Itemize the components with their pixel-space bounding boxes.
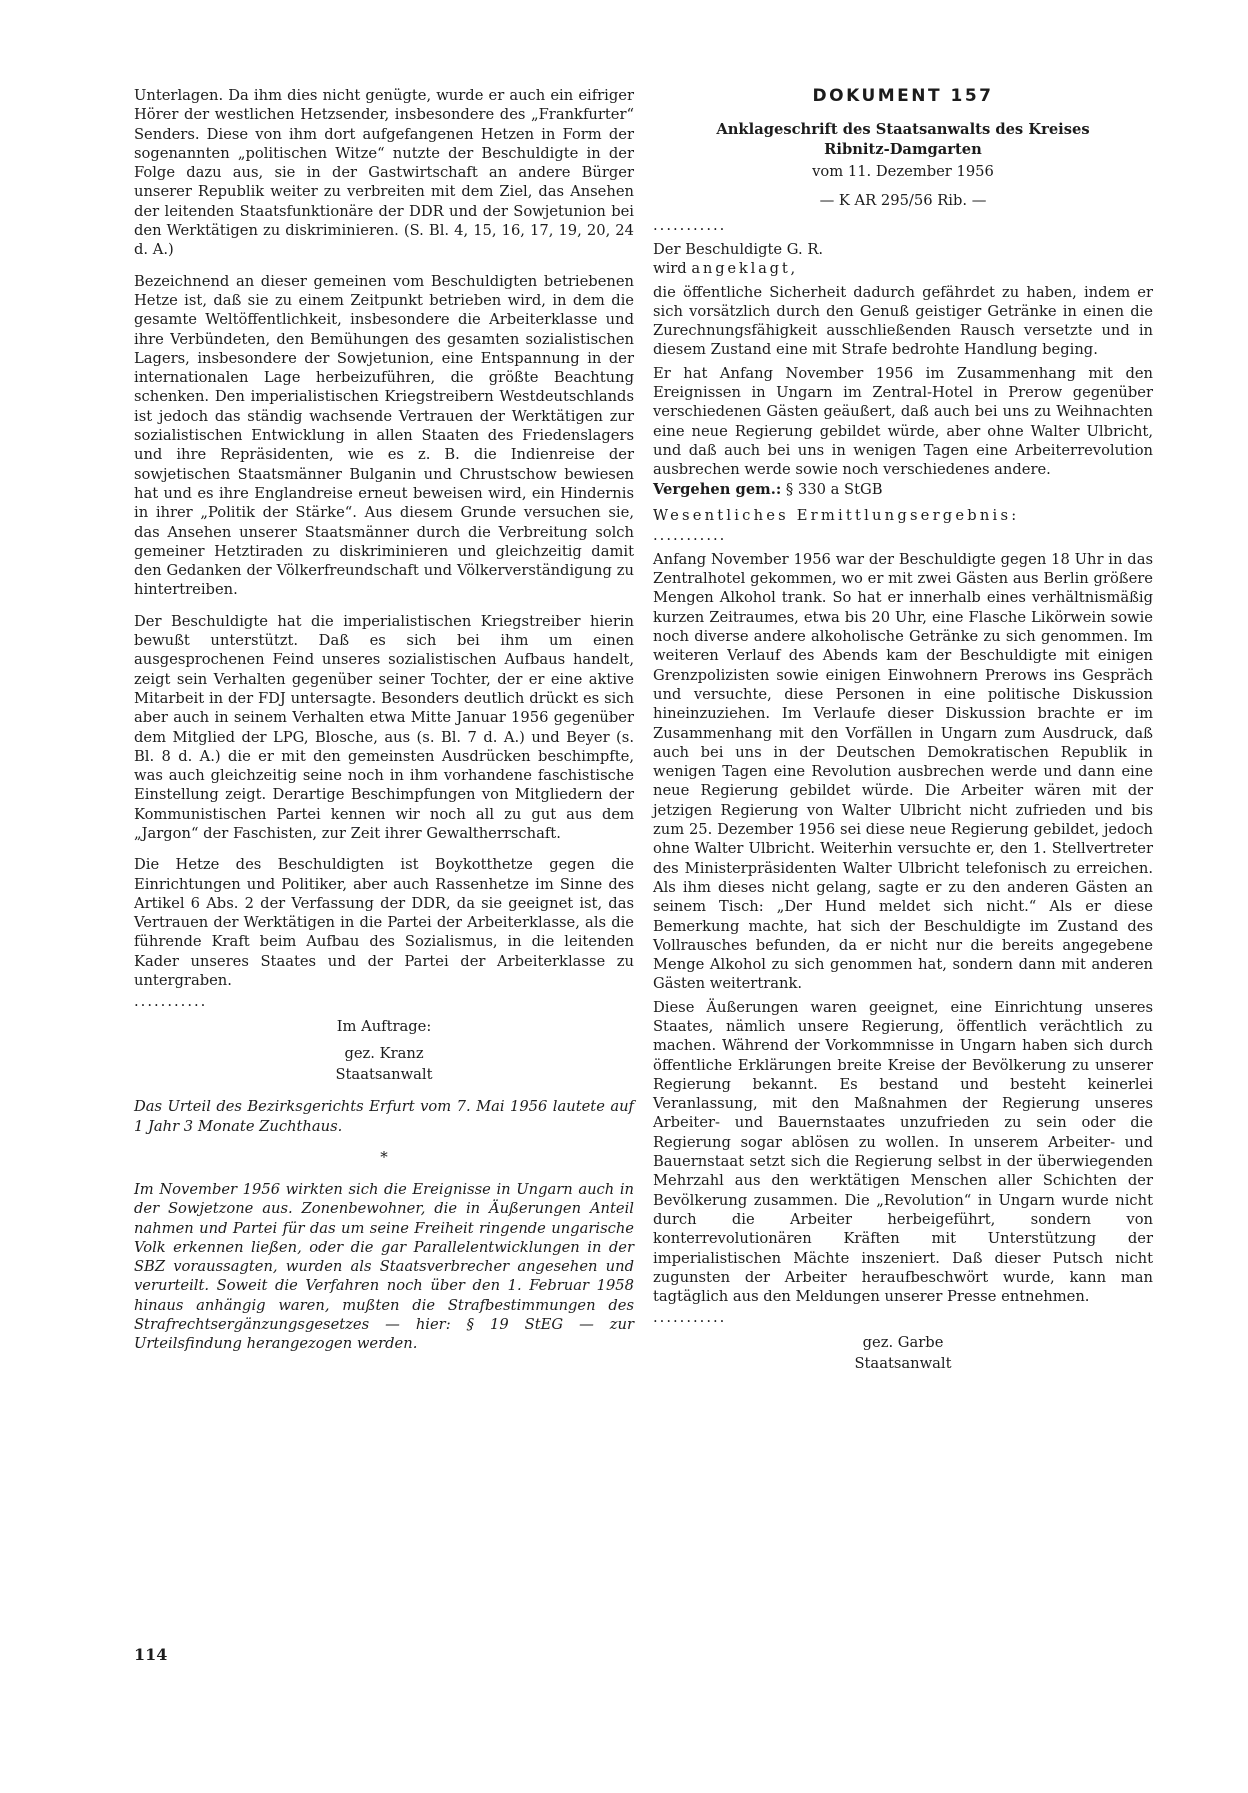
document-subtitle-line-2: Ribnitz-Damgarten bbox=[824, 141, 982, 158]
document-date: vom 11. Dezember 1956 bbox=[812, 163, 994, 180]
document-title: DOKUMENT 157 bbox=[812, 86, 994, 106]
right-paragraph-2: Er hat Anfang November 1956 im Zusammenhang mit den Ereignissen in Ungarn im Zentral-Hotel in Prerow gegenüber verschiedenen Gästen geäußert, daß auch bei uns zu Weihnachten eine neue Regierung gebildet würde, aber ohne Walter Ulbricht, und daß auch bei uns in wenigen Tagen eine Arbeiterrevolution ausbrechen werde sowie noch verschiedenes andere. bbox=[653, 364, 1153, 479]
left-paragraph-1: Unterlagen. Da ihm dies nicht genügte, wurde er auch ein eifriger Hörer der westlichen Hetzsender, insbesondere des „Frankfurter“ Senders. Diese von ihm dort aufgefangenen Hetzen in Form der sogenannten „politischen Witze“ nutzte der Beschuldigte in der Folge dazu aus, sie in der Gastwirtschaft an andere Bürger unserer Republik weiter zu verbreiten mit dem Ziel, das Ansehen der leitenden Staatsfunktionäre der DDR und der Sowjetunion bei den Werktätigen zu diskriminieren. (S. Bl. 4, 15, 16, 17, 19, 20, 24 d. A.) bbox=[134, 87, 634, 259]
document-reference: — K AR 295/56 Rib. — bbox=[819, 192, 987, 209]
right-paragraph-3: Anfang November 1956 war der Beschuldigte gegen 18 Uhr in das Zentralhotel gekommen, wo er mit zwei Gästen aus Berlin größere Mengen Alkohol trank. So hat er innerhalb eines verhältnismäßig kurzen Zeitraumes, etwa bis 20 Uhr, eine Flasche Likörwein sowie noch diverse andere alkoholische Getränke zu sich genommen. Im weiteren Verlauf des Abends kam der Beschuldigte mit einigen Grenzpolizisten sowie einigen Einwohnern Prerows ins Gespräch und versuchte, diese Personen in eine politische Diskussion hineinzuziehen. Im Verlaufe dieser Diskussion brachte er im Zusammenhang mit den Vorfällen in Ungarn zum Ausdruck, daß auch bei uns in der Deutschen Demokratischen Republik in wenigen Tagen eine Revolution ausbrechen werde und dann eine neue Regierung gebildet würde. Die Arbeiter wären mit der jetzigen Regierung von Walter Ulbricht nicht zufrieden und bis zum 25. Dezember 1956 sei diese neue Regierung gebildet, jedoch ohne Walter Ulbricht. Weiterhin versuchte er, den 1. Stellvertreter des Ministerpräsidenten Walter Ulbricht telefonisch zu erreichen. Als ihm dieses nicht gelang, sagte er zu den anderen Gästen an seinem Tisch: „Der Hund meldet sich nicht.“ Als er diese Bemerkung machte, hat sich der Beschuldigte im Zustand des Vollrausches befunden, da er nicht nur die bereits angegebene Menge Alkohol zu sich genommen hat, sondern dann mit anderen Gästen weitertrank. bbox=[653, 550, 1153, 993]
ellipsis-dots: ........... bbox=[134, 993, 208, 1011]
document-subtitle-line-1: Anklageschrift des Staatsanwalts des Kreises bbox=[716, 121, 1090, 138]
charged-suffix: , bbox=[790, 260, 796, 278]
charged-prefix: wird bbox=[653, 260, 692, 278]
left-paragraph-2: Bezeichnend an dieser gemeinen vom Beschuldigten betriebenen Hetze ist, daß sie zu einem Zeitpunkt betrieben wird, in dem die gesamte Weltöffentlichkeit, insbesondere die Arbeiterklasse und ihre Verbündeten, den Bemühungen des gesamten sozialistischen Lagers, insbesondere der Sowjetunion, eine Entspannung in der internationalen Lage herbeizuführen, die größte Beachtung schenken. Den imperialistischen Kriegstreibern Westdeutschlands ist jedoch das ständig wachsende Vertrauen der Werktätigen zur sozialistischen Entwicklung in allen Staaten des Friedenslagers und ihre Repräsidenten, wie es z. B. die Indienreise der sowjetischen Staatsmänner Bulganin und Chrustschow bewiesen hat und es ihre Englandreise erneut beweisen wird, ein Hindernis in ihrer „Politik der Stärke“. Aus diesem Grunde versuchen sie, das Ansehen unserer Staatsmänner durch die Verbreitung solch gemeiner Hetztiraden zu diskriminieren und gleichzeitig damit den Gedanken der Völkerfreundschaft und Völkerverständigung zu hintertreiben. bbox=[134, 272, 634, 599]
left-column bbox=[134, 86, 634, 1366]
signature-label: Im Auftrage: bbox=[336, 1018, 432, 1036]
right-paragraph-1: die öffentliche Sicherheit dadurch gefährdet zu haben, indem er sich vorsätzlich durch den Genuß geistiger Getränke in einen die Zurechnungsfähigkeit ausschließenden Rausch versetzte und in diesem Zustand eine mit Strafe bedrohte Handlung beging. bbox=[653, 283, 1153, 359]
ellipsis-dots: ........... bbox=[653, 526, 727, 544]
offense-label: Vergehen gem.: bbox=[653, 480, 782, 498]
findings-heading: Wesentliches Ermittlungsergebnis: bbox=[653, 506, 1020, 524]
page-number: 114 bbox=[134, 1645, 168, 1664]
verdict-note: Das Urteil des Bezirksgerichts Erfurt vom 7. Mai 1956 lautete auf 1 Jahr 3 Monate Zuchthaus. bbox=[134, 1098, 634, 1135]
right-paragraph-4: Diese Äußerungen waren geeignet, eine Einrichtung unseres Staates, nämlich unsere Regierung, öffentlich verächtlich zu machen. Während der Vorkommnisse in Ungarn haben sich durch öffentliche Erklärungen breite Kreise der Bevölkerung zu unserer Regierung bekannt. Es bestand und besteht keinerlei Veranlassung, mit den Maßnahmen der Regierung unseres Arbeiter- und Bauernstaates unzufrieden zu sein oder die Regierung sogar ablösen zu wollen. In unserem Arbeiter- und Bauernstaat setzt sich die Regierung selbst in der überwiegenden Mehrzahl aus den werktätigen Menschen aller Schichten der Bevölkerung zusammen. Die „Revolution“ in Ungarn wurde nicht durch die Arbeiter herbeigeführt, sondern von konterrevolutionären Kräften mit Unterstützung der imperialistischen Mächte inszeniert. Daß dieser Putsch nicht zugunsten der Arbeiter heraufbeschwört wurde, kann man tagtäglich aus den Meldungen unserer Presse entnehmen. bbox=[653, 998, 1153, 1306]
right-column bbox=[653, 86, 1153, 1374]
charged-line bbox=[653, 259, 1153, 278]
left-paragraph-4: Die Hetze des Beschuldigten ist Boykotthetze gegen die Einrichtungen und Politiker, aber auch Rassenhetze im Sinne des Artikel 6 Abs. 2 der Verfassung der DDR, da sie geeignet ist, das Vertrauen der Werktätigen in die Partei der Arbeiterklasse, als die führende Kraft beim Aufbau des Sozialismus, in die leitenden Kader unseres Staates und der Partei der Arbeiterklasse zu untergraben. bbox=[134, 856, 634, 990]
section-separator-star: * bbox=[380, 1147, 388, 1166]
editorial-note: Im November 1956 wirkten sich die Ereignisse in Ungarn auch in der Sowjetzone aus. Zonenbewohner, die in Äußerungen Anteil nahmen und Partei für das um seine Freiheit ringende ungarische Volk erkennen ließen, oder die gar Parallelentwicklungen in der SBZ voraussagten, wurden als Staatsverbrecher angesehen und verurteilt. Soweit die Verfahren noch über den 1. Februar 1958 hinaus anhängig waren, mußten die Strafbestimmungen des Strafrechtsergänzungsgesetzes — hier: § 19 StEG — zur Urteilsfindung herangezogen werden. bbox=[134, 1180, 634, 1353]
signature-title: Staatsanwalt bbox=[335, 1066, 433, 1084]
accused-line: Der Beschuldigte G. R. bbox=[653, 241, 824, 258]
signature-name: gez. Garbe bbox=[862, 1334, 944, 1352]
ellipsis-dots: ........... bbox=[653, 217, 727, 234]
left-paragraph-3: Der Beschuldigte hat die imperialistischen Kriegstreiber hierin bewußt unterstützt. Daß es sich bei ihm um einen ausgesprochenen Feind unseres sozialistischen Aufbaus handelt, zeigt sein Verhalten gegenüber seiner Tochter, der er eine aktive Mitarbeit in der FDJ untersagte. Besonders deutlich drückt es sich aber auch in seinem Verhalten etwa Mitte Januar 1956 gegenüber dem Mitglied der LPG, Blosche, aus (s. Bl. 7 d. A.) und Beyer (s. Bl. 8 d. A.) die er mit den gemeinsten Ausdrücken beschimpfte, was auch gleichzeitig seine noch in ihm vorhandene faschistische Einstellung zeigt. Derartige Beschimpfungen von Mitgliedern der Kommunistischen Partei kennen wir noch all zu gut aus dem „Jargon“ der Faschisten, zur Zeit ihrer Gewaltherrschaft. bbox=[134, 612, 634, 842]
signature-title: Staatsanwalt bbox=[854, 1355, 952, 1373]
ellipsis-dots: ........... bbox=[653, 1309, 727, 1327]
offense-text: § 330 a StGB bbox=[781, 480, 883, 498]
charged-word: angeklagt bbox=[691, 260, 791, 278]
offense-line bbox=[653, 480, 1153, 499]
signature-name: gez. Kranz bbox=[344, 1045, 424, 1063]
